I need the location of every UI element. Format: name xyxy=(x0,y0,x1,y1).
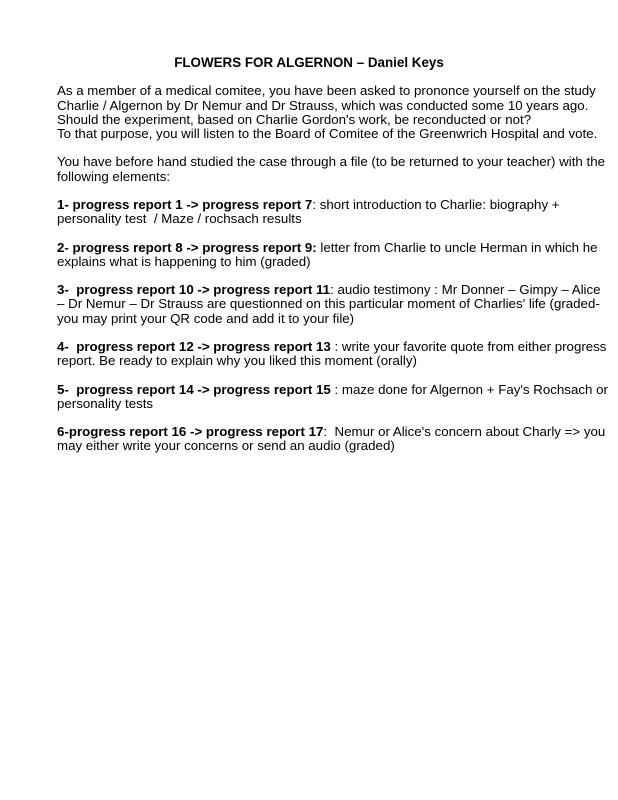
document-title: FLOWERS FOR ALGERNON – Daniel Keys xyxy=(174,55,444,70)
item-lead-bold: 3- progress report 10 -> progress report 11 xyxy=(57,282,331,298)
text-line: you may print your QR code and add it to your file) xyxy=(57,310,355,326)
text-line: following elements: xyxy=(57,168,171,184)
text-line: may either write your concerns or send an audio (graded) xyxy=(57,438,395,454)
list-item-5 xyxy=(57,381,608,411)
item-lead-bold: 6-progress report 16 -> progress report 17 xyxy=(57,424,324,440)
text-line xyxy=(57,198,561,212)
text-line xyxy=(57,381,608,397)
text-line xyxy=(57,424,606,440)
item-lead-bold: 4- progress report 12 -> progress report 13 xyxy=(57,338,331,354)
item-lead-bold: 1- progress report 1 -> progress report 7 xyxy=(57,196,313,212)
text-line: To that purpose, you will listen to the Board of Comitee of the Greenwrich Hospital and vote. xyxy=(57,126,598,141)
item-lead-rest: : write your favorite quote from either progress xyxy=(330,338,607,354)
intro-paragraph xyxy=(57,83,598,141)
item-lead-rest: : short introduction to Charlie: biography + xyxy=(312,196,560,212)
item-lead-rest: letter from Charlie to uncle Herman in which he xyxy=(316,239,598,255)
text-line: – Dr Nemur – Dr Strauss are questionned on this particular moment of Charlies' life (graded- xyxy=(57,296,600,312)
list-item-2 xyxy=(57,239,598,269)
text-line: You have before hand studied the case through a file (to be returned to your teacher) with the xyxy=(57,154,605,170)
text-line: personality tests xyxy=(57,395,154,411)
text-line: Should the experiment, based on Charlie Gordon's work, be reconducted or not? xyxy=(57,111,532,127)
item-lead-rest: : Nemur or Alice's concern about Charly => you xyxy=(323,424,606,440)
list-item-4 xyxy=(57,338,607,369)
text-line: report. Be ready to explain why you liked this moment (orally) xyxy=(57,353,417,369)
list-item-6 xyxy=(57,424,606,454)
file-intro-paragraph xyxy=(57,154,605,184)
text-line xyxy=(57,239,598,255)
list-item-1 xyxy=(57,198,561,226)
item-lead-bold: 5- progress report 14 -> progress report 15 xyxy=(57,381,331,397)
text-line: Charlie / Algernon by Dr Nemur and Dr Strauss, which was conducted some 10 years ago. xyxy=(57,97,589,113)
list-item-3 xyxy=(57,282,601,326)
item-lead-bold: 2- progress report 8 -> progress report 9: xyxy=(57,239,317,255)
text-line: explains what is happening to him (graded) xyxy=(57,253,311,269)
item-lead-rest: : audio testimony : Mr Donner – Gimpy – Alice xyxy=(330,282,601,298)
text-line xyxy=(57,338,607,354)
item-lead-rest: : maze done for Algernon + Fay's Rochsach or xyxy=(330,381,608,397)
text-line xyxy=(57,282,601,298)
text-line: As a member of a medical comitee, you have been asked to prononce yourself on the study xyxy=(57,83,596,99)
text-line: personality test / Maze / rochsach results xyxy=(57,211,302,227)
